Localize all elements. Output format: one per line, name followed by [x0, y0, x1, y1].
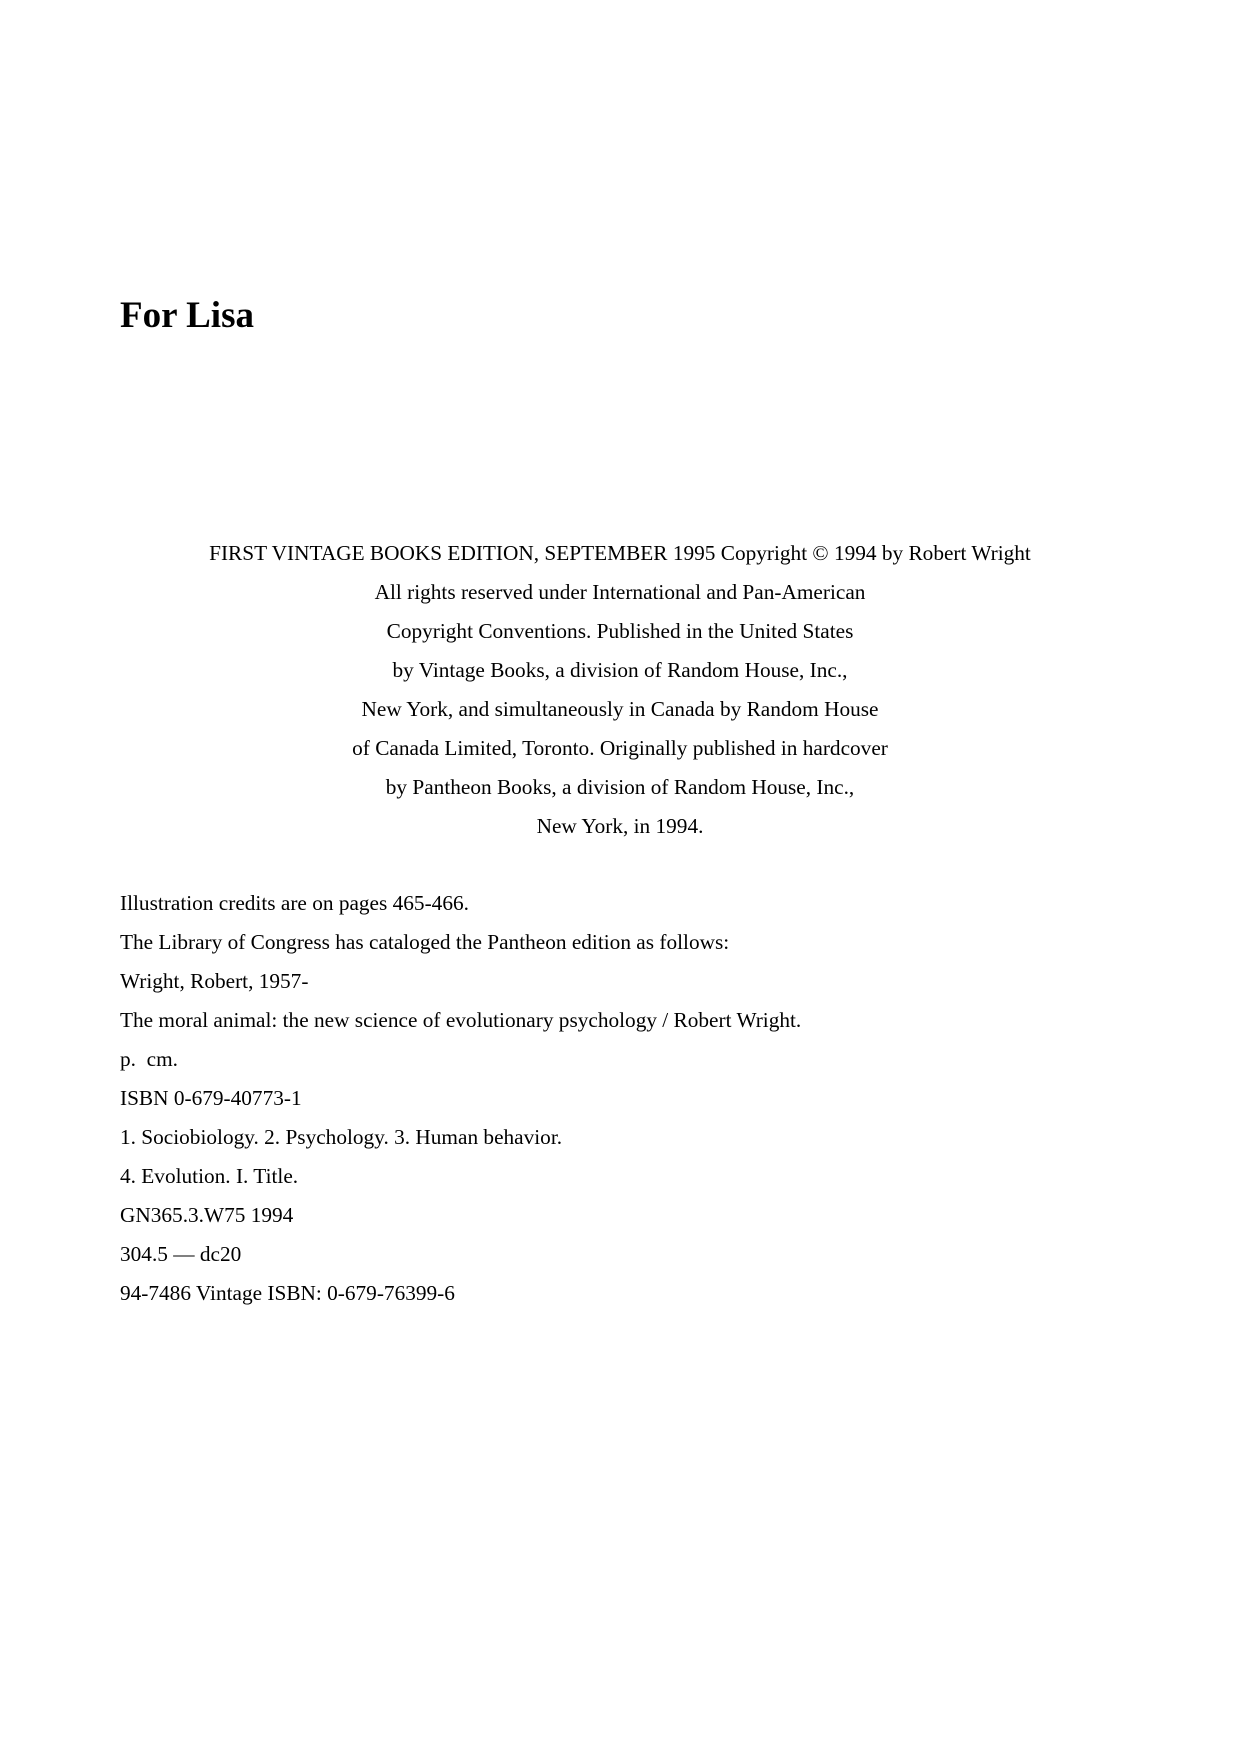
catalog-pages: p. cm. [120, 1047, 178, 1071]
catalog-title: The moral animal: the new science of evolutionary psychology / Robert Wright. [120, 1008, 802, 1032]
copyright-line: by Vintage Books, a division of Random House, Inc., [392, 658, 848, 682]
dedication-heading: For Lisa [120, 295, 254, 336]
catalog-lc-number: GN365.3.W75 1994 [120, 1203, 294, 1227]
catalog-subjects: 1. Sociobiology. 2. Psychology. 3. Human behavior. [120, 1125, 563, 1149]
copyright-line: of Canada Limited, Toronto. Originally published in hardcover [352, 736, 888, 760]
illustration-credits: Illustration credits are on pages 465-466. [120, 891, 469, 915]
copyright-line: Copyright Conventions. Published in the United States [386, 619, 854, 643]
copyright-line: All rights reserved under International and Pan-American [374, 580, 866, 604]
copyright-line: New York, and simultaneously in Canada by Random House [361, 697, 879, 721]
catalog-dewey: 304.5 — dc20 [120, 1242, 242, 1266]
cataloging-data [120, 884, 801, 1313]
copyright-line: New York, in 1994. [536, 814, 704, 838]
copyright-notice [120, 534, 1120, 846]
catalog-author: Wright, Robert, 1957- [120, 969, 309, 993]
catalog-subjects-cont: 4. Evolution. I. Title. [120, 1164, 299, 1188]
copyright-line: by Pantheon Books, a division of Random House, Inc., [385, 775, 855, 799]
catalog-intro: The Library of Congress has cataloged the Pantheon edition as follows: [120, 930, 730, 954]
catalog-vintage-isbn: 94-7486 Vintage ISBN: 0-679-76399-6 [120, 1281, 455, 1305]
catalog-isbn: ISBN 0-679-40773-1 [120, 1086, 302, 1110]
copyright-line: FIRST VINTAGE BOOKS EDITION, SEPTEMBER 1995 Copyright © 1994 by Robert Wright [209, 541, 1031, 565]
